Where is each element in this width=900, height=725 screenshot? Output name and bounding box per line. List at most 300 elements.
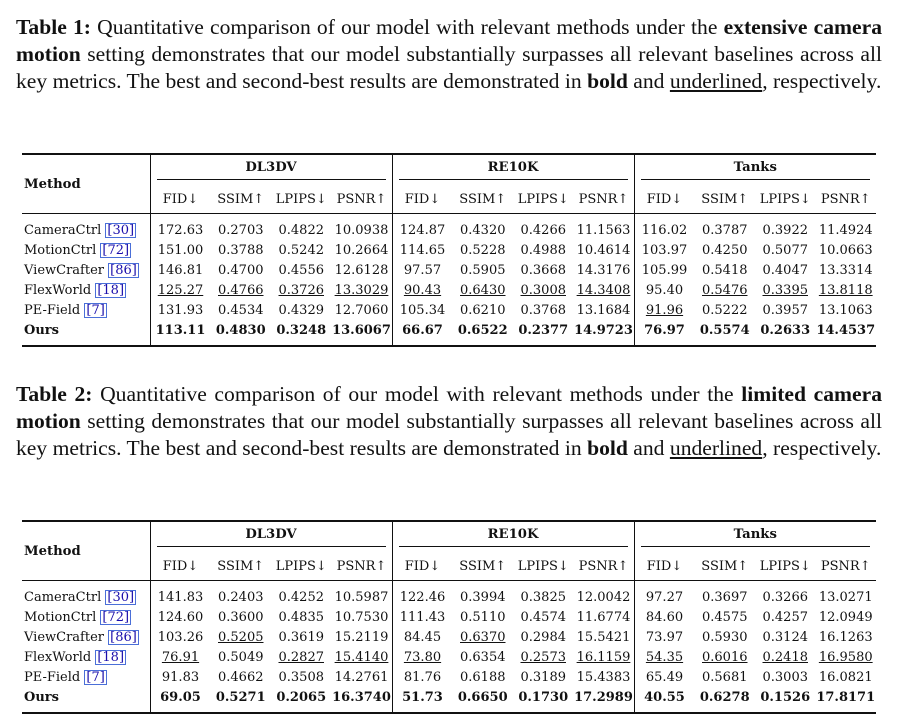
metric-value: 0.6430 bbox=[460, 283, 506, 298]
metric-value: 0.6016 bbox=[702, 650, 748, 665]
metric-value-cell bbox=[755, 301, 816, 321]
dataset-name: DL3DV bbox=[157, 527, 386, 547]
metric-value-cell bbox=[453, 668, 514, 688]
caption-text: and bbox=[627, 436, 670, 460]
metric-value: 12.6128 bbox=[334, 263, 389, 278]
metric-value-cell bbox=[332, 648, 393, 668]
metric-value: 0.3508 bbox=[278, 670, 324, 685]
dataset-group-header bbox=[392, 521, 634, 552]
metric-value: 141.83 bbox=[157, 590, 204, 605]
metric-value-cell bbox=[513, 581, 574, 609]
metric-header: SSIM↑ bbox=[695, 552, 756, 581]
metric-value: 0.4534 bbox=[218, 303, 264, 318]
metric-value: 0.3248 bbox=[276, 323, 327, 338]
method-name-cell bbox=[22, 261, 150, 281]
metric-value: 15.4383 bbox=[576, 670, 631, 685]
metric-value: 0.4835 bbox=[278, 610, 324, 625]
metric-value-cell bbox=[513, 241, 574, 261]
metric-value-cell bbox=[574, 261, 635, 281]
metric-value: 84.60 bbox=[645, 610, 684, 625]
dataset-name: Tanks bbox=[641, 160, 871, 180]
metric-header: FID↓ bbox=[150, 552, 211, 581]
metric-value-cell bbox=[271, 241, 332, 261]
table-2-caption bbox=[16, 381, 882, 462]
metric-value-cell bbox=[453, 581, 514, 609]
metric-value: 0.1730 bbox=[518, 690, 569, 705]
metric-value-cell bbox=[271, 648, 332, 668]
method-name: FlexWorld bbox=[24, 283, 92, 298]
metric-value-cell bbox=[332, 281, 393, 301]
metric-value: 0.6210 bbox=[460, 303, 506, 318]
citation-link[interactable]: [30] bbox=[107, 590, 135, 605]
metric-value: 13.1684 bbox=[576, 303, 631, 318]
metric-value: 0.5077 bbox=[762, 243, 808, 258]
metric-header: LPIPS↓ bbox=[755, 552, 816, 581]
metric-value: 124.87 bbox=[399, 223, 446, 238]
method-name-cell bbox=[22, 608, 150, 628]
metric-value: 0.1526 bbox=[760, 690, 811, 705]
metric-value: 0.3726 bbox=[278, 283, 324, 298]
metric-value-cell bbox=[513, 321, 574, 346]
metric-value-cell bbox=[816, 281, 877, 301]
metric-value-cell bbox=[634, 608, 695, 628]
metric-value-cell bbox=[271, 668, 332, 688]
metric-value: 73.80 bbox=[403, 650, 442, 665]
metric-value: 11.4924 bbox=[818, 223, 873, 238]
metric-header: LPIPS↓ bbox=[513, 552, 574, 581]
metric-value: 0.6278 bbox=[699, 690, 750, 705]
method-name: CameraCtrl bbox=[24, 223, 102, 238]
metric-header: PSNR↑ bbox=[332, 185, 393, 214]
metric-value: 0.3619 bbox=[278, 630, 324, 645]
metric-value-cell bbox=[816, 581, 877, 609]
metric-value-cell bbox=[211, 261, 272, 281]
metric-value-cell bbox=[755, 628, 816, 648]
metric-value: 11.6774 bbox=[576, 610, 631, 625]
metric-value-cell bbox=[816, 648, 877, 668]
metric-value: 0.2573 bbox=[520, 650, 566, 665]
metric-value-cell bbox=[211, 668, 272, 688]
metric-header: FID↓ bbox=[392, 185, 453, 214]
metric-value-cell bbox=[150, 668, 211, 688]
metric-value-cell bbox=[695, 628, 756, 648]
metric-value-cell bbox=[332, 261, 393, 281]
metric-value: 16.1159 bbox=[576, 650, 631, 665]
metric-value-cell bbox=[392, 321, 453, 346]
metric-header: LPIPS↓ bbox=[271, 185, 332, 214]
metric-value: 14.2761 bbox=[334, 670, 389, 685]
metric-value: 0.2827 bbox=[278, 650, 324, 665]
metric-value: 0.5205 bbox=[218, 630, 264, 645]
caption-text: setting demonstrates that our model substantially surpasses all relevant baselines across all key metrics. The best and second-best results are demonstrated in bbox=[16, 409, 882, 460]
metric-value: 16.1263 bbox=[818, 630, 873, 645]
metric-value-cell bbox=[634, 214, 695, 242]
metric-value: 105.34 bbox=[399, 303, 446, 318]
dataset-group-header bbox=[150, 154, 392, 185]
metric-value: 0.5905 bbox=[460, 263, 506, 278]
metric-value: 0.2984 bbox=[520, 630, 566, 645]
metric-value: 0.4320 bbox=[460, 223, 506, 238]
metric-value-cell bbox=[271, 301, 332, 321]
citation-link[interactable]: [7] bbox=[86, 303, 105, 318]
table-row bbox=[22, 301, 876, 321]
metric-value-cell bbox=[634, 668, 695, 688]
caption-text: Quantitative comparison of our model with relevant methods under the bbox=[92, 382, 742, 406]
metric-value: 76.91 bbox=[161, 650, 200, 665]
dataset-group-header bbox=[392, 154, 634, 185]
metric-value-cell bbox=[513, 301, 574, 321]
metric-value: 84.45 bbox=[403, 630, 442, 645]
metric-value: 0.2377 bbox=[518, 323, 569, 338]
metric-value: 122.46 bbox=[399, 590, 446, 605]
metric-value: 125.27 bbox=[157, 283, 204, 298]
metric-value-cell bbox=[574, 668, 635, 688]
metric-value: 0.5930 bbox=[702, 630, 748, 645]
metric-value: 0.5222 bbox=[702, 303, 748, 318]
metric-value: 91.83 bbox=[161, 670, 200, 685]
caption-label: Table 1: bbox=[16, 15, 91, 39]
metric-value-cell bbox=[392, 214, 453, 242]
metric-value-cell bbox=[150, 581, 211, 609]
metric-header: LPIPS↓ bbox=[271, 552, 332, 581]
dataset-group-header bbox=[634, 521, 876, 552]
metric-value: 12.7060 bbox=[334, 303, 389, 318]
metric-value-cell bbox=[150, 648, 211, 668]
metric-value-cell bbox=[816, 688, 877, 713]
metric-value-cell bbox=[453, 321, 514, 346]
method-name-cell bbox=[22, 668, 150, 688]
metric-value: 81.76 bbox=[403, 670, 442, 685]
method-name-cell bbox=[22, 321, 150, 346]
metric-value: 0.4988 bbox=[520, 243, 566, 258]
metric-value-cell bbox=[574, 301, 635, 321]
metric-value: 14.3408 bbox=[576, 283, 631, 298]
metric-value: 0.3189 bbox=[520, 670, 566, 685]
metric-value: 91.96 bbox=[645, 303, 684, 318]
metric-value-cell bbox=[634, 628, 695, 648]
metric-value-cell bbox=[453, 241, 514, 261]
metric-value-cell bbox=[332, 608, 393, 628]
table-row bbox=[22, 214, 876, 242]
table-row bbox=[22, 688, 876, 713]
metric-value-cell bbox=[271, 214, 332, 242]
metric-header: SSIM↑ bbox=[453, 185, 514, 214]
metric-value-cell bbox=[816, 628, 877, 648]
metric-value-cell bbox=[453, 648, 514, 668]
metric-value: 15.5421 bbox=[576, 630, 631, 645]
metric-value: 0.4662 bbox=[218, 670, 264, 685]
metric-value: 0.6354 bbox=[460, 650, 506, 665]
metric-value-cell bbox=[271, 608, 332, 628]
metric-value: 97.27 bbox=[645, 590, 684, 605]
metric-value-cell bbox=[755, 668, 816, 688]
metric-value: 0.3697 bbox=[702, 590, 748, 605]
metric-value: 0.2403 bbox=[218, 590, 264, 605]
metric-value: 17.8171 bbox=[816, 690, 876, 705]
metric-value: 0.3922 bbox=[762, 223, 808, 238]
metric-value: 0.2418 bbox=[762, 650, 808, 665]
metric-value-cell bbox=[453, 281, 514, 301]
results-table-1 bbox=[22, 153, 876, 347]
metric-value: 17.2989 bbox=[574, 690, 633, 705]
metric-value-cell bbox=[755, 261, 816, 281]
citation-link[interactable]: [72] bbox=[102, 610, 130, 625]
metric-value-cell bbox=[755, 281, 816, 301]
method-name: MotionCtrl bbox=[24, 610, 97, 625]
metric-value-cell bbox=[574, 648, 635, 668]
metric-value: 0.5271 bbox=[215, 690, 266, 705]
metric-value: 131.93 bbox=[157, 303, 204, 318]
metric-value: 0.3124 bbox=[762, 630, 808, 645]
metric-value-cell bbox=[150, 214, 211, 242]
metric-value-cell bbox=[271, 688, 332, 713]
metric-value: 114.65 bbox=[399, 243, 446, 258]
method-name: PE-Field bbox=[24, 303, 81, 318]
metric-value-cell bbox=[150, 608, 211, 628]
metric-header: SSIM↑ bbox=[453, 552, 514, 581]
metric-value-cell bbox=[816, 214, 877, 242]
metric-value-cell bbox=[211, 648, 272, 668]
metric-value-cell bbox=[816, 241, 877, 261]
metric-value: 116.02 bbox=[641, 223, 688, 238]
metric-value: 10.4614 bbox=[576, 243, 631, 258]
metric-value-cell bbox=[574, 581, 635, 609]
metric-value-cell bbox=[150, 628, 211, 648]
metric-value-cell bbox=[634, 241, 695, 261]
table-row bbox=[22, 241, 876, 261]
metric-value: 0.5681 bbox=[702, 670, 748, 685]
metric-value: 0.4574 bbox=[520, 610, 566, 625]
metric-value-cell bbox=[453, 214, 514, 242]
caption-text: and bbox=[627, 69, 670, 93]
metric-value: 10.5987 bbox=[334, 590, 389, 605]
metric-value-cell bbox=[211, 608, 272, 628]
metric-value: 0.5242 bbox=[278, 243, 324, 258]
table-row bbox=[22, 321, 876, 346]
metric-value-cell bbox=[634, 261, 695, 281]
dataset-group-header bbox=[634, 154, 876, 185]
metric-value: 16.3740 bbox=[332, 690, 391, 705]
metric-value: 0.5418 bbox=[702, 263, 748, 278]
metric-value: 13.0271 bbox=[818, 590, 873, 605]
metric-value: 0.4257 bbox=[762, 610, 808, 625]
metric-value-cell bbox=[574, 214, 635, 242]
metric-value: 0.3788 bbox=[218, 243, 264, 258]
caption-text: Quantitative comparison of our model with relevant methods under the bbox=[90, 15, 724, 39]
metric-value-cell bbox=[816, 321, 877, 346]
dataset-name: DL3DV bbox=[157, 160, 386, 180]
metric-value: 14.4537 bbox=[816, 323, 876, 338]
metric-value-cell bbox=[453, 688, 514, 713]
metric-value-cell bbox=[695, 608, 756, 628]
results-table-2 bbox=[22, 520, 876, 714]
metric-value-cell bbox=[332, 581, 393, 609]
metric-value-cell bbox=[392, 581, 453, 609]
metric-value-cell bbox=[211, 241, 272, 261]
citation-link[interactable]: [30] bbox=[107, 223, 135, 238]
metric-value-cell bbox=[392, 241, 453, 261]
metric-value-cell bbox=[513, 688, 574, 713]
metric-value-cell bbox=[392, 281, 453, 301]
metric-value-cell bbox=[453, 628, 514, 648]
table-row bbox=[22, 648, 876, 668]
metric-value-cell bbox=[513, 214, 574, 242]
table-row bbox=[22, 608, 876, 628]
metric-value: 0.6650 bbox=[457, 690, 508, 705]
metric-value-cell bbox=[634, 648, 695, 668]
metric-value-cell bbox=[211, 214, 272, 242]
metric-value-cell bbox=[513, 668, 574, 688]
metric-header: PSNR↑ bbox=[574, 185, 635, 214]
metric-value: 0.3008 bbox=[520, 283, 566, 298]
method-column-header: Method bbox=[22, 521, 150, 581]
metric-value: 103.97 bbox=[641, 243, 688, 258]
metric-value: 13.3314 bbox=[818, 263, 873, 278]
metric-value-cell bbox=[755, 581, 816, 609]
metric-value: 13.3029 bbox=[334, 283, 389, 298]
citation-link[interactable]: [86] bbox=[110, 263, 137, 278]
metric-value: 113.11 bbox=[155, 323, 206, 338]
metric-value: 65.49 bbox=[645, 670, 684, 685]
metric-value: 10.0938 bbox=[334, 223, 389, 238]
metric-value: 13.6067 bbox=[332, 323, 391, 338]
caption-underline-word: underlined bbox=[669, 436, 763, 460]
metric-value-cell bbox=[695, 261, 756, 281]
metric-header: FID↓ bbox=[150, 185, 211, 214]
metric-value-cell bbox=[271, 321, 332, 346]
metric-value: 103.26 bbox=[157, 630, 204, 645]
metric-value: 0.4830 bbox=[215, 323, 266, 338]
metric-value: 0.5228 bbox=[460, 243, 506, 258]
metric-value-cell bbox=[332, 241, 393, 261]
metric-value: 14.3176 bbox=[576, 263, 631, 278]
metric-value-cell bbox=[392, 688, 453, 713]
metric-value: 16.9580 bbox=[818, 650, 873, 665]
metric-value: 0.3266 bbox=[762, 590, 808, 605]
metric-value: 10.2664 bbox=[334, 243, 389, 258]
metric-value-cell bbox=[392, 628, 453, 648]
metric-value-cell bbox=[332, 688, 393, 713]
metric-value: 15.2119 bbox=[334, 630, 389, 645]
caption-text: setting demonstrates that our model substantially surpasses all relevant baselines across all key metrics. The best and second-best results are demonstrated in bbox=[16, 42, 882, 93]
method-name-cell bbox=[22, 581, 150, 609]
metric-value: 69.05 bbox=[160, 690, 201, 705]
caption-highlight: extensive camera motion bbox=[16, 15, 883, 66]
metric-value: 0.4252 bbox=[278, 590, 324, 605]
method-name: Ours bbox=[24, 690, 59, 705]
metric-value: 0.5574 bbox=[699, 323, 750, 338]
table-row bbox=[22, 281, 876, 301]
metric-value: 0.2065 bbox=[276, 690, 327, 705]
metric-value-cell bbox=[695, 581, 756, 609]
citation-link[interactable]: [18] bbox=[97, 283, 125, 298]
metric-value-cell bbox=[211, 581, 272, 609]
citation-link[interactable]: [86] bbox=[110, 630, 137, 645]
metric-value-cell bbox=[816, 608, 877, 628]
metric-value: 0.3825 bbox=[520, 590, 566, 605]
metric-value-cell bbox=[634, 301, 695, 321]
metric-header: FID↓ bbox=[634, 552, 695, 581]
metric-value: 0.3994 bbox=[460, 590, 506, 605]
metric-value-cell bbox=[271, 628, 332, 648]
metric-value-cell bbox=[150, 321, 211, 346]
metric-value: 124.60 bbox=[157, 610, 204, 625]
metric-value: 0.4329 bbox=[278, 303, 324, 318]
metric-header: LPIPS↓ bbox=[513, 185, 574, 214]
metric-value: 0.3395 bbox=[762, 283, 808, 298]
metric-value-cell bbox=[332, 628, 393, 648]
metric-value: 66.67 bbox=[402, 323, 443, 338]
metric-value: 0.3668 bbox=[520, 263, 566, 278]
metric-value-cell bbox=[211, 321, 272, 346]
citation-link[interactable]: [7] bbox=[86, 670, 105, 685]
metric-value-cell bbox=[755, 321, 816, 346]
metric-value: 0.4766 bbox=[218, 283, 264, 298]
metric-value: 10.0663 bbox=[818, 243, 873, 258]
metric-value: 0.4575 bbox=[702, 610, 748, 625]
metric-value: 0.3003 bbox=[762, 670, 808, 685]
caption-bold-word: bold bbox=[587, 436, 628, 460]
metric-value: 0.3600 bbox=[218, 610, 264, 625]
metric-value: 111.43 bbox=[399, 610, 446, 625]
metric-value-cell bbox=[513, 608, 574, 628]
metric-value: 13.8118 bbox=[818, 283, 873, 298]
metric-value: 0.6522 bbox=[457, 323, 508, 338]
metric-value-cell bbox=[755, 688, 816, 713]
metric-value-cell bbox=[816, 261, 877, 281]
metric-value-cell bbox=[755, 214, 816, 242]
metric-header: SSIM↑ bbox=[211, 185, 272, 214]
metric-header: PSNR↑ bbox=[816, 552, 877, 581]
metric-value-cell bbox=[695, 214, 756, 242]
metric-value: 0.6188 bbox=[460, 670, 506, 685]
metric-value: 11.1563 bbox=[576, 223, 631, 238]
metric-header: SSIM↑ bbox=[211, 552, 272, 581]
dataset-group-header bbox=[150, 521, 392, 552]
caption-label: Table 2: bbox=[16, 382, 93, 406]
metric-value: 15.4140 bbox=[334, 650, 389, 665]
metric-value: 0.3957 bbox=[762, 303, 808, 318]
metric-value-cell bbox=[695, 668, 756, 688]
metric-value-cell bbox=[453, 301, 514, 321]
metric-value: 95.40 bbox=[645, 283, 684, 298]
metric-value: 16.0821 bbox=[818, 670, 873, 685]
metric-value-cell bbox=[755, 608, 816, 628]
metric-value: 73.97 bbox=[645, 630, 684, 645]
citation-link[interactable]: [72] bbox=[102, 243, 130, 258]
metric-value-cell bbox=[755, 241, 816, 261]
metric-value-cell bbox=[392, 301, 453, 321]
metric-value-cell bbox=[453, 608, 514, 628]
metric-value-cell bbox=[574, 321, 635, 346]
method-name-cell bbox=[22, 281, 150, 301]
metric-value-cell bbox=[332, 321, 393, 346]
metric-value: 0.5110 bbox=[460, 610, 506, 625]
metric-value-cell bbox=[211, 301, 272, 321]
metric-header: PSNR↑ bbox=[574, 552, 635, 581]
metric-value-cell bbox=[695, 648, 756, 668]
metric-value: 105.99 bbox=[641, 263, 688, 278]
metric-value-cell bbox=[574, 628, 635, 648]
metric-value-cell bbox=[513, 648, 574, 668]
table-row bbox=[22, 581, 876, 609]
citation-link[interactable]: [18] bbox=[97, 650, 125, 665]
metric-value-cell bbox=[634, 581, 695, 609]
metric-value: 54.35 bbox=[645, 650, 684, 665]
metric-value: 13.1063 bbox=[818, 303, 873, 318]
metric-value-cell bbox=[574, 241, 635, 261]
method-column-header: Method bbox=[22, 154, 150, 214]
